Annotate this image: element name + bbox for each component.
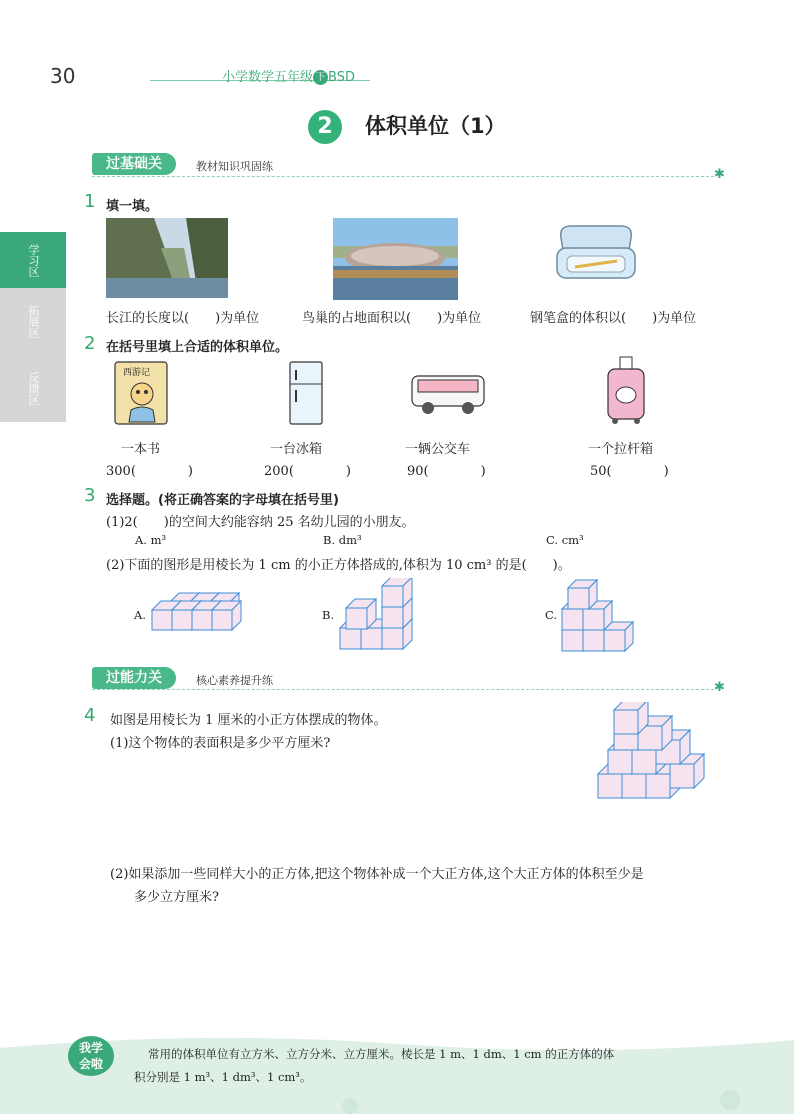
q3-p1-option-c[interactable]: C. cm³ — [546, 533, 584, 547]
q2-item-name: 一个拉杆箱 — [588, 442, 654, 457]
question-number: 3 — [84, 485, 96, 506]
section-divider — [92, 176, 714, 178]
lesson-title: 体积单位（1） — [365, 114, 506, 138]
question-title: 选择题。(将正确答案的字母填在括号里) — [106, 493, 339, 508]
unit-cube — [346, 599, 376, 629]
q1-item-3: 钢笔盒的体积以( )为单位 — [530, 311, 697, 326]
q1-item-2: 鸟巢的占地面积以( )为单位 — [302, 311, 482, 326]
tip-badge: 我学 会啦 — [68, 1036, 114, 1076]
tip-text-line1: 常用的体积单位有立方米、立方分米、立方厘米。棱长是 1 m、1 dm、1 cm 的正方体的体 — [148, 1047, 615, 1061]
suitcase-image — [605, 355, 647, 425]
q4-stem: 如图是用棱长为 1 厘米的小正方体摆成的物体。 — [110, 713, 387, 728]
section-ability-title: 过能力关 — [92, 667, 176, 689]
tab-feedback-zone[interactable]: 反馈区 — [0, 354, 66, 422]
question-title: 填一填。 — [106, 199, 159, 214]
question-number: 4 — [84, 705, 96, 726]
q1-item-1: 长江的长度以( )为单位 — [106, 311, 260, 326]
tab-study-zone[interactable]: 学习区 — [0, 232, 66, 288]
q2-answer-blank[interactable]: 200( ) — [264, 464, 351, 479]
section-basic-title: 过基础关 — [92, 153, 176, 175]
q3-p2-option-c[interactable]: C. — [545, 608, 558, 622]
question-number: 2 — [84, 333, 96, 354]
unit-cube — [382, 578, 412, 607]
unit-cube — [568, 580, 597, 609]
tip-bar — [0, 1030, 794, 1114]
question-title: 在括号里填上合适的体积单位。 — [106, 340, 289, 355]
cube-figure-a — [148, 588, 248, 638]
header-subject — [222, 66, 355, 85]
subject-text: 小学数学五年级 — [222, 70, 314, 85]
q4-part2-line2: 多少立方厘米? — [134, 890, 219, 905]
tip-text-line2: 积分别是 1 m³、1 dm³、1 cm³。 — [134, 1070, 312, 1084]
question-number: 1 — [84, 191, 96, 212]
edition-text: BSD — [328, 70, 355, 85]
section-ability-subtitle: 核心素养提升练 — [196, 674, 273, 687]
q2-answer-blank[interactable]: 300( ) — [106, 464, 193, 479]
fridge-image — [288, 360, 324, 426]
q3-p1-option-a[interactable]: A. m³ — [135, 533, 167, 547]
book-image — [113, 360, 169, 426]
star-icon: ✱ — [714, 680, 725, 695]
unit-cube — [614, 702, 648, 734]
q2-item-name: 一台冰箱 — [270, 442, 323, 457]
q3-p2-option-a[interactable]: A. — [134, 608, 146, 622]
q2-item-name: 一辆公交车 — [405, 442, 471, 457]
birds-nest-image — [333, 218, 458, 300]
volume-badge: 下 — [313, 70, 328, 85]
star-icon: ✱ — [714, 167, 725, 182]
q3-part2: (2)下面的图形是用棱长为 1 cm 的小正方体搭成的,体积为 10 cm³ 的是( )。 — [106, 558, 571, 573]
unit-cube — [212, 601, 241, 630]
cube-figure-c — [560, 578, 642, 656]
q2-answer-blank[interactable]: 90( ) — [407, 464, 486, 479]
lesson-number: 2 — [308, 110, 342, 144]
cube-figure-q4 — [596, 702, 708, 806]
tab-extend-zone[interactable]: 拓展区 — [0, 288, 66, 354]
pencil-case-image — [555, 220, 637, 282]
q4-part1: (1)这个物体的表面积是多少平方厘米? — [110, 736, 331, 751]
q3-p2-option-b[interactable]: B. — [322, 608, 335, 622]
q3-part1: (1)2( )的空间大约能容纳 25 名幼儿园的小朋友。 — [106, 515, 415, 530]
section-basic-subtitle: 教材知识巩固练 — [196, 160, 273, 173]
q2-item-name: 一本书 — [121, 442, 161, 457]
book-cover-title: 西游记 — [123, 368, 151, 378]
section-divider — [92, 689, 714, 691]
cube-figure-b — [338, 578, 418, 656]
q2-answer-blank[interactable]: 50( ) — [590, 464, 669, 479]
bus-image — [408, 372, 486, 416]
q3-p1-option-b[interactable]: B. dm³ — [323, 533, 362, 547]
page-number: 30 — [50, 64, 76, 88]
q4-part2-line1: (2)如果添加一些同样大小的正方体,把这个物体补成一个大正方体,这个大正方体的体积至少是 — [110, 867, 644, 882]
yangtze-river-image — [106, 218, 228, 298]
